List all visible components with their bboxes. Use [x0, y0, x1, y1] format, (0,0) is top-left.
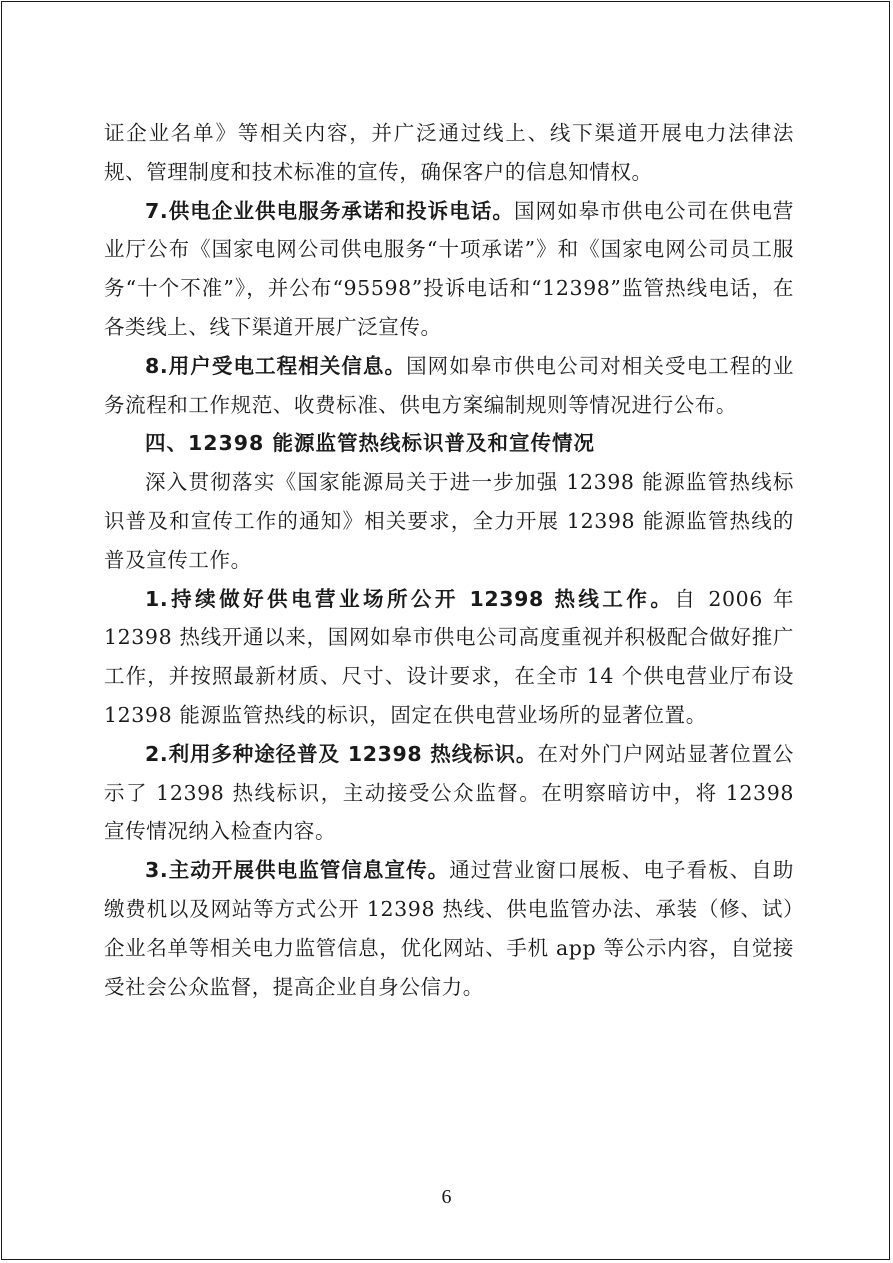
paragraph-supervision-publicity	[104, 851, 794, 1006]
paragraph-service-commitment	[104, 192, 794, 347]
paragraph-continued	[104, 114, 794, 192]
paragraph-lead: 7.供电企业供电服务承诺和投诉电话。	[145, 198, 514, 223]
paragraph-text: 证企业名单》等相关内容，并广泛通过线上、线下渠道开展电力法律法规、管理制度和技术标准的宣传，确保客户的信息知情权。	[104, 121, 794, 184]
paragraph-hotline-channels	[104, 735, 794, 851]
paragraph-hotline-venues	[104, 580, 794, 735]
page-number: 6	[441, 1186, 452, 1208]
paragraph-text: 通过营业窗口展板、电子看板、自助缴费机以及网站等方式公开 12398 热线、供电监管办法、承装（修、试）企业名单等相关电力监管信息，优化网站、手机 app 等公示内容，自觉接受社会公众监督，提高企业自身公信力。	[104, 858, 794, 999]
paragraph-intro	[104, 463, 794, 579]
document-body	[104, 114, 794, 1006]
paragraph-lead: 1.持续做好供电营业场所公开 12398 热线工作。	[145, 586, 675, 611]
section-heading: 四、12398 能源监管热线标识普及和宣传情况	[145, 431, 595, 456]
paragraph-text: 深入贯彻落实《国家能源局关于进一步加强 12398 能源监管热线标识普及和宣传工作的通知》相关要求，全力开展 12398 能源监管热线的普及宣传工作。	[104, 470, 794, 572]
paragraph-text: 国网如皋市供电公司在供电营业厅公布《国家电网公司供电服务“十项承诺”》和《国家电网公司员工服务“十个不准”》，并公布“95598”投诉电话和“12398”监管热线电话，在各类线上、线下渠道开展广泛宣传。	[104, 198, 794, 339]
paragraph-text: 在对外门户网站显著位置公示了 12398 热线标识，主动接受公众监督。在明察暗访中，将 12398 宣传情况纳入检查内容。	[104, 741, 794, 844]
paragraph-lead: 2.利用多种途径普及 12398 热线标识。	[145, 741, 538, 766]
paragraph-lead: 3.主动开展供电监管信息宣传。	[145, 858, 450, 883]
paragraph-user-project-info	[104, 347, 794, 425]
paragraph-text: 自 2006 年 12398 热线开通以来，国网如皋市供电公司高度重视并积极配合做好推广工作，并按照最新材质、尺寸、设计要求，在全市 14 个供电营业厅布设 12398 能源监管热线的标识，固定在供电营业场所的显著位置。	[104, 586, 794, 727]
paragraph-text: 国网如皋市供电公司对相关受电工程的业务流程和工作规范、收费标准、供电方案编制规则等情况进行公布。	[104, 353, 794, 417]
paragraph-lead: 8.用户受电工程相关信息。	[145, 353, 407, 378]
